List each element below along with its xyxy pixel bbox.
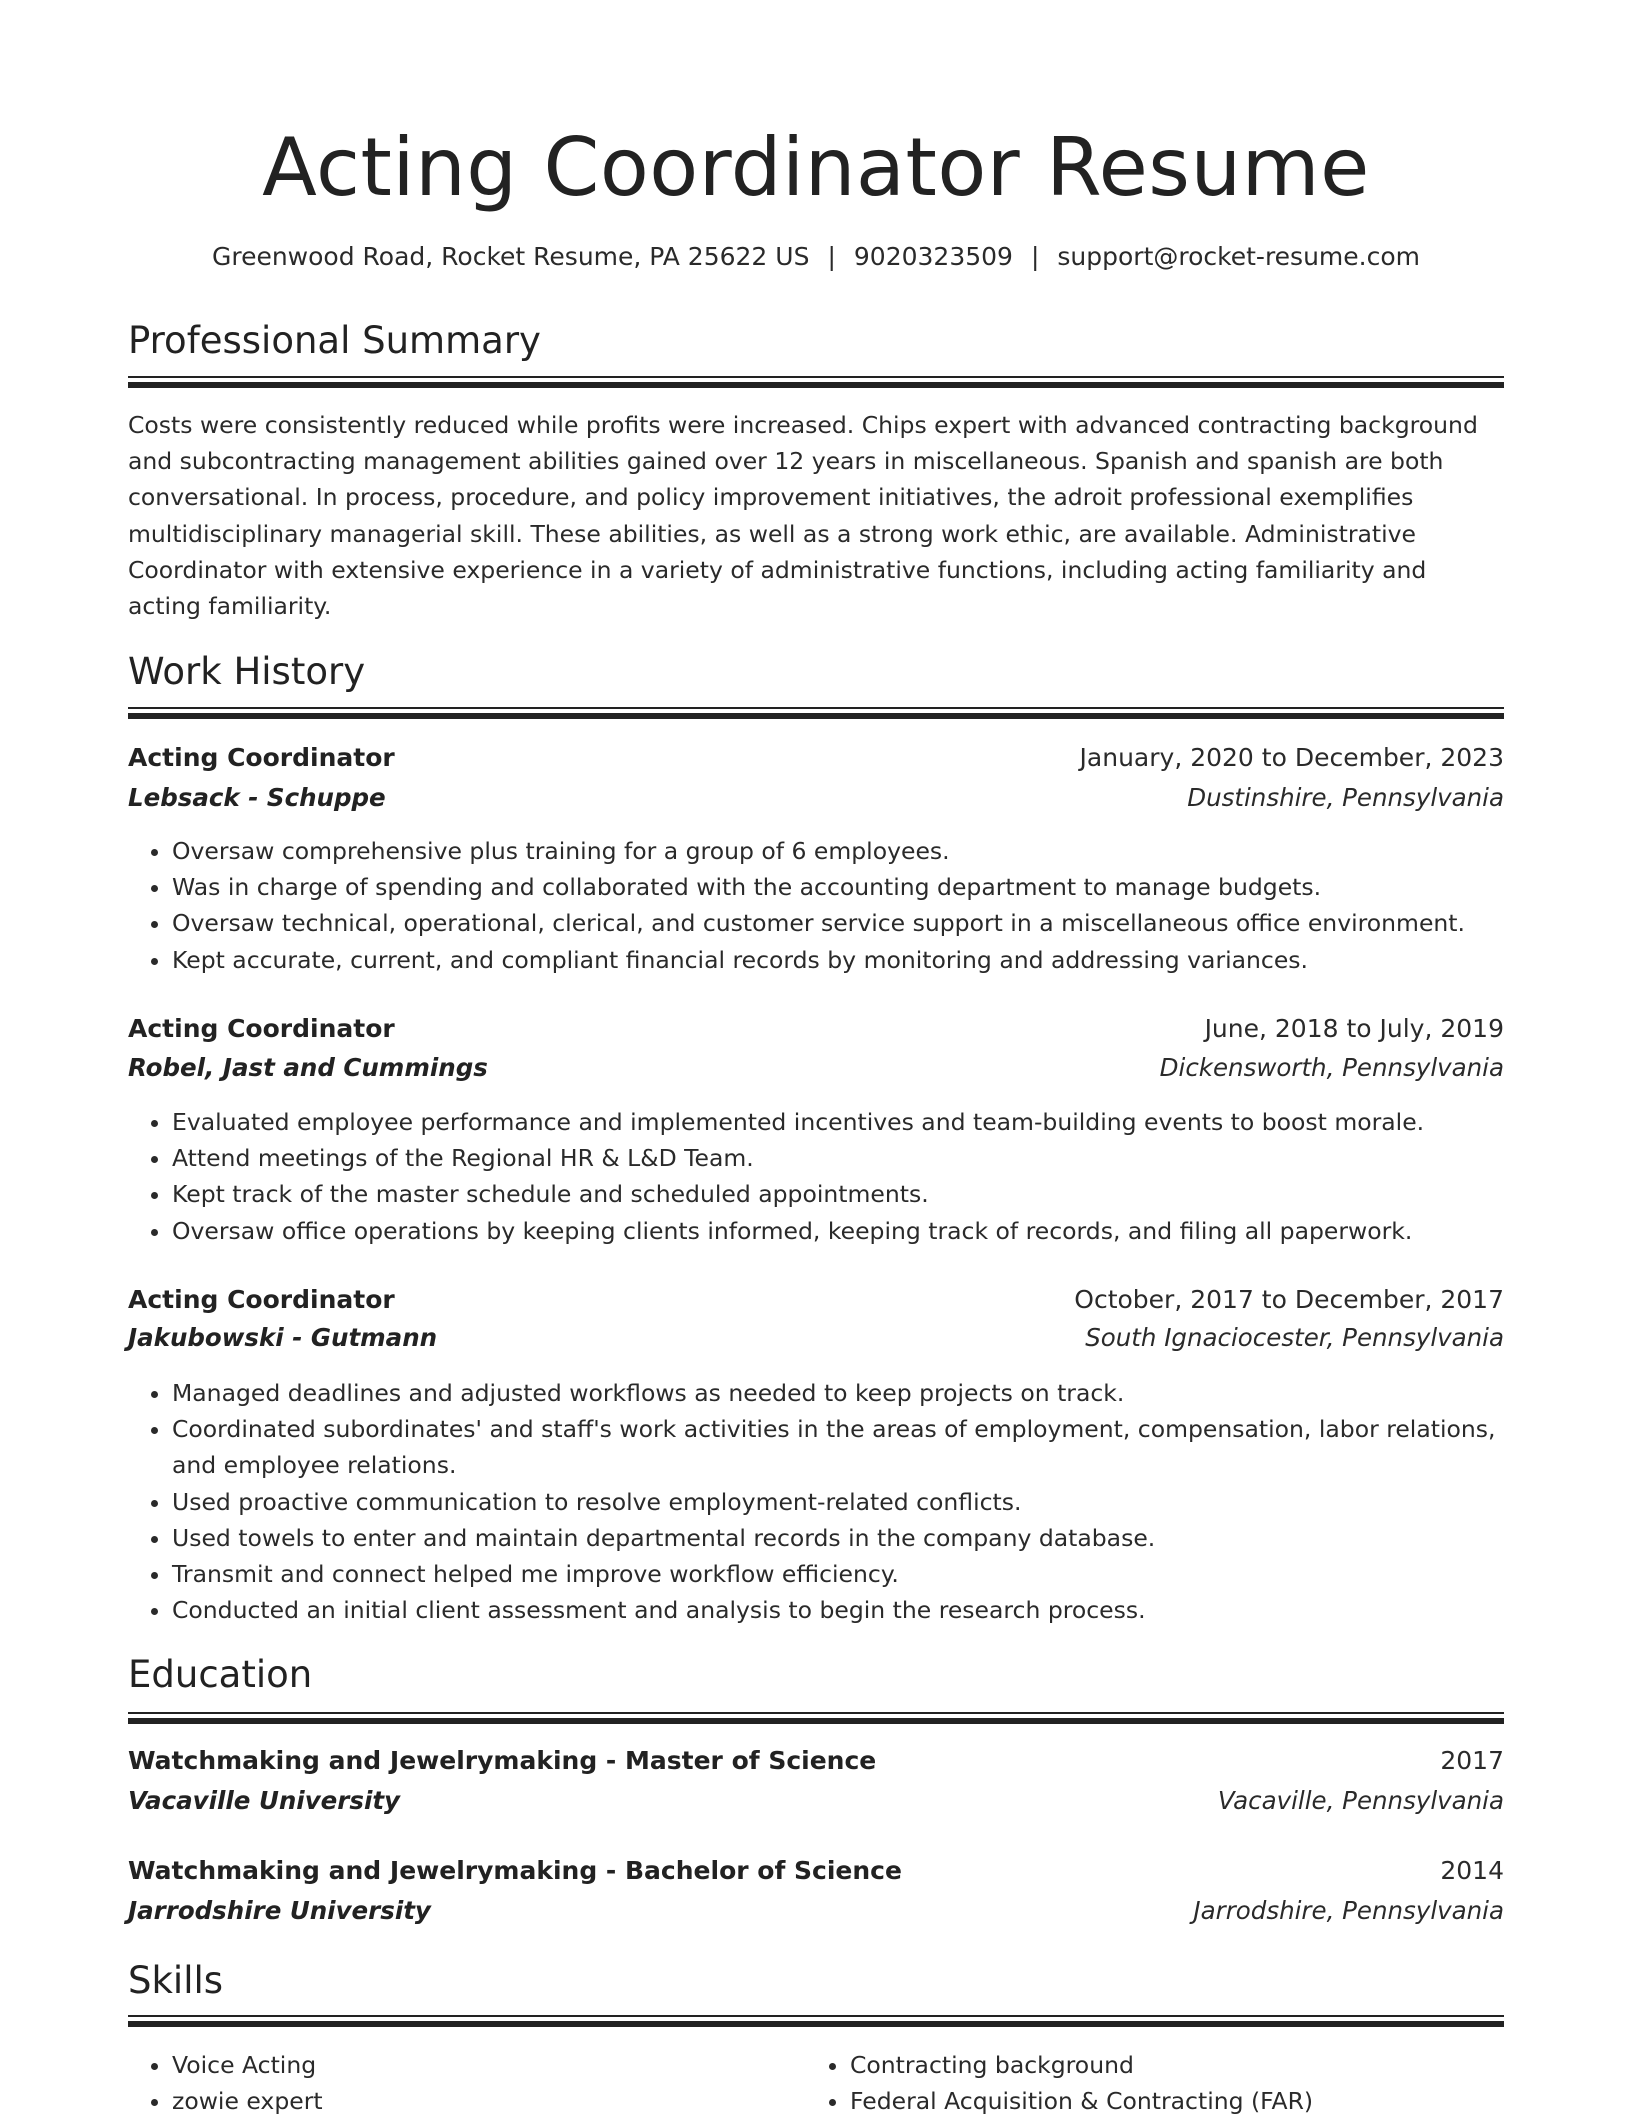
education-year: 2014 bbox=[1440, 1856, 1504, 1885]
list-item: • Conducted an initial client assessment and analysis to begin the research process. bbox=[172, 1592, 1504, 1628]
job-subheader bbox=[128, 1320, 1504, 1358]
education-year: 2017 bbox=[1440, 1746, 1504, 1775]
contact-line bbox=[0, 240, 1632, 274]
education-header bbox=[128, 1743, 1504, 1781]
summary-text: Costs were consistently reduced while profits were increased. Chips expert with advanced contracting background and subcontracting management abilities gained over 12 years in miscellaneous. Spanish and spanish are both conversational. In process, procedure, and policy improvement initiatives, the adroit professional exemplifies multidisciplinary managerial skill. These abilities, as well as a strong work ethic, are available. Administrative Coordinator with extensive experience in a variety of administrative functions, including acting familiarity and acting familiarity. bbox=[128, 411, 1478, 621]
section-divider bbox=[128, 376, 1504, 388]
job-position: Acting Coordinator bbox=[128, 1014, 395, 1043]
job-company: Robel, Jast and Cummings bbox=[128, 1053, 488, 1082]
contact-email[interactable]: support@rocket-resume.com bbox=[1057, 242, 1421, 271]
contact-separator: | bbox=[827, 242, 836, 271]
job-dates: January, 2020 to December, 2023 bbox=[1079, 743, 1504, 772]
job-dates: June, 2018 to July, 2019 bbox=[1204, 1014, 1504, 1043]
job-location: Dickensworth, Pennsylvania bbox=[1159, 1053, 1504, 1082]
list-item: • Contracting background bbox=[850, 2047, 1548, 2083]
job-location: South Ignaciocester, Pennsylvania bbox=[1085, 1323, 1504, 1352]
list-item: • Oversaw comprehensive plus training for a group of 6 employees. bbox=[172, 833, 1504, 869]
list-item: • Used towels to enter and maintain departmental records in the company database. bbox=[172, 1520, 1504, 1556]
section-divider bbox=[128, 707, 1504, 719]
list-item: • Voice Acting bbox=[172, 2047, 812, 2083]
list-item: • Kept track of the master schedule and scheduled appointments. bbox=[172, 1176, 1504, 1212]
contact-phone: 9020323509 bbox=[853, 242, 1013, 271]
job-dates: October, 2017 to December, 2017 bbox=[1074, 1285, 1504, 1314]
education-degree: Watchmaking and Jewelrymaking - Bachelor of Science bbox=[128, 1856, 902, 1885]
job-bullets bbox=[128, 1104, 1504, 1249]
education-subheader bbox=[128, 1783, 1504, 1821]
job-position: Acting Coordinator bbox=[128, 1285, 395, 1314]
list-item: • Coordinated subordinates' and staff's work activities in the areas of employment, compensation, labor relations, and employee relations. bbox=[172, 1411, 1504, 1483]
list-item: • Managed deadlines and adjusted workflows as needed to keep projects on track. bbox=[172, 1375, 1504, 1411]
job-subheader bbox=[128, 1050, 1504, 1088]
section-title-work-history: Work History bbox=[128, 650, 366, 693]
section-divider bbox=[128, 1712, 1504, 1724]
list-item: • Oversaw office operations by keeping clients informed, keeping track of records, and filing all paperwork. bbox=[172, 1213, 1504, 1249]
skills-list-left bbox=[128, 2047, 812, 2119]
list-item: • zowie expert bbox=[172, 2083, 812, 2119]
section-title-education: Education bbox=[128, 1653, 313, 1696]
contact-separator: | bbox=[1030, 242, 1040, 271]
contact-address: Greenwood Road, Rocket Resume, PA 25622 US bbox=[211, 242, 810, 271]
education-header bbox=[128, 1853, 1504, 1891]
skills-list-right bbox=[806, 2047, 1548, 2119]
education-school: Vacaville University bbox=[128, 1786, 401, 1815]
list-item: • Transmit and connect helped me improve workflow efficiency. bbox=[172, 1556, 1504, 1592]
list-item: • Kept accurate, current, and compliant financial records by monitoring and addressing variances. bbox=[172, 942, 1504, 978]
education-subheader bbox=[128, 1893, 1504, 1931]
job-company: Lebsack - Schuppe bbox=[128, 783, 386, 812]
list-item: • Oversaw technical, operational, clerical, and customer service support in a miscellaneous office environment. bbox=[172, 905, 1504, 941]
section-divider bbox=[128, 2015, 1504, 2027]
section-title-summary: Professional Summary bbox=[128, 319, 541, 362]
list-item: • Evaluated employee performance and implemented incentives and team-building events to boost morale. bbox=[172, 1104, 1504, 1140]
job-location: Dustinshire, Pennsylvania bbox=[1187, 783, 1504, 812]
job-header bbox=[128, 1282, 1504, 1320]
job-subheader bbox=[128, 780, 1504, 818]
job-header bbox=[128, 1011, 1504, 1049]
education-location: Jarrodshire, Pennsylvania bbox=[1193, 1896, 1504, 1925]
job-company: Jakubowski - Gutmann bbox=[128, 1323, 438, 1352]
job-header bbox=[128, 740, 1504, 778]
education-school: Jarrodshire University bbox=[128, 1896, 431, 1925]
list-item: • Was in charge of spending and collaborated with the accounting department to manage budgets. bbox=[172, 869, 1504, 905]
section-title-skills: Skills bbox=[128, 1959, 224, 2002]
education-location: Vacaville, Pennsylvania bbox=[1217, 1786, 1504, 1815]
resume-name: Acting Coordinator Resume bbox=[262, 121, 1370, 214]
list-item: • Used proactive communication to resolve employment-related conflicts. bbox=[172, 1484, 1504, 1520]
list-item: • Federal Acquisition & Contracting (FAR) bbox=[850, 2083, 1548, 2119]
education-degree: Watchmaking and Jewelrymaking - Master of Science bbox=[128, 1746, 877, 1775]
job-position: Acting Coordinator bbox=[128, 743, 395, 772]
list-item: • Attend meetings of the Regional HR & L&D Team. bbox=[172, 1140, 1504, 1176]
job-bullets bbox=[128, 1375, 1504, 1628]
job-bullets bbox=[128, 833, 1504, 978]
